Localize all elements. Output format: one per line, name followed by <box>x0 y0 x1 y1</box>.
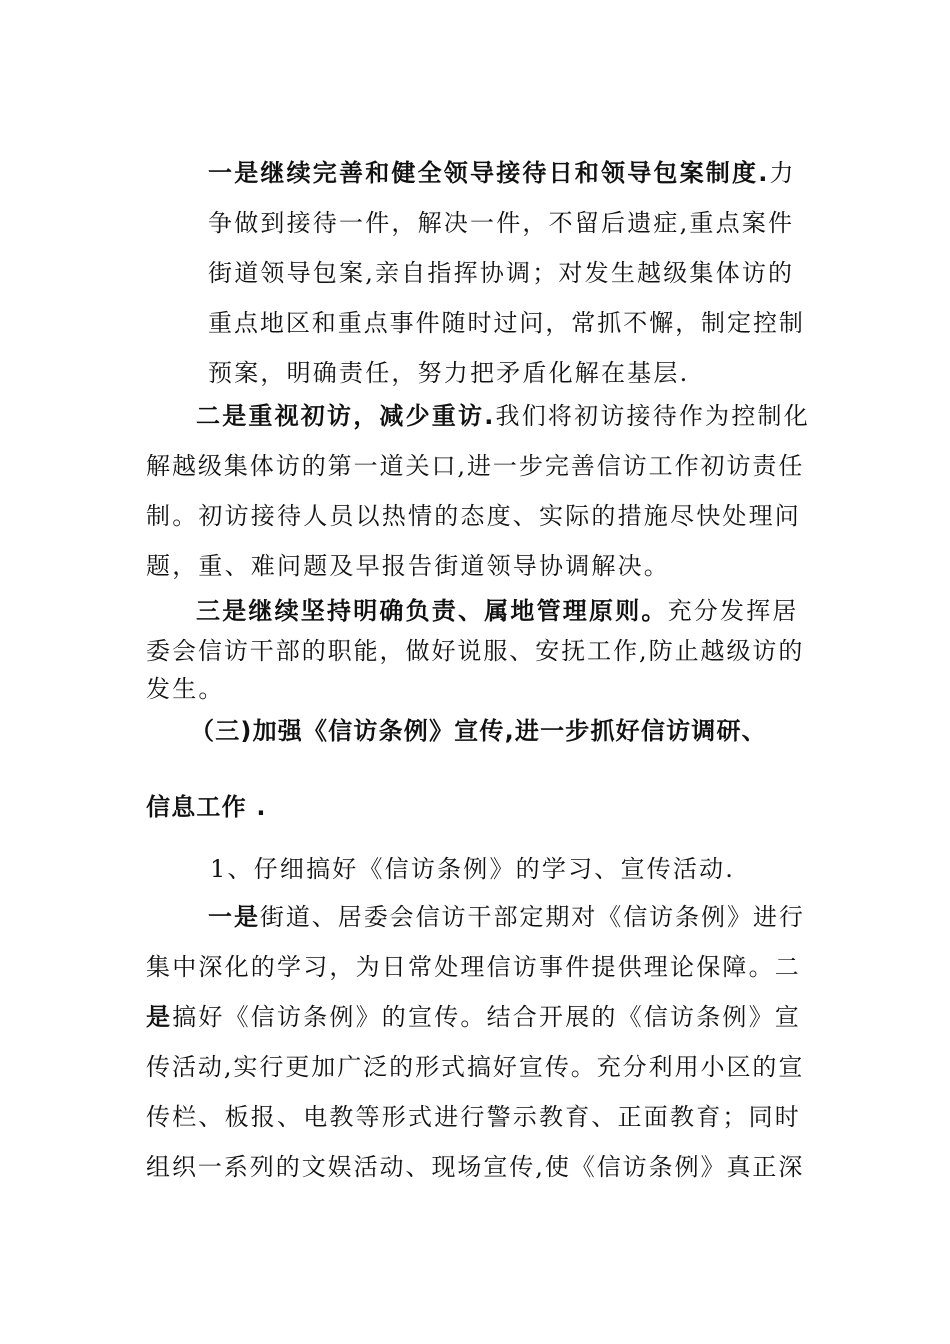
para1-line-1 <box>208 158 796 188</box>
para1-line-1-rest: 力 <box>769 159 796 187</box>
para4-line-2: 集中深化的学习，为日常处理信访事件提供理论保障。二 <box>146 953 801 981</box>
para4-line-4: 传活动,实行更加广泛的形式搞好宣传。充分利用小区的宣 <box>146 1053 805 1081</box>
para4-line-1-rest: 街道、居委会信访干部定期对《信访条例》进行 <box>259 903 805 931</box>
section-heading-3-line-2: 信息工作 . <box>146 793 267 821</box>
para1-line-2: 争做到接待一件，解决一件，不留后遗症,重点案件 <box>208 209 795 237</box>
para3-line-3: 发生。 <box>146 675 225 703</box>
para4-lead-bold: 一是 <box>208 903 260 931</box>
para4-line-3-rest: 搞好《信访条例》的宣传。结合开展的《信访条例》宣 <box>172 1003 802 1031</box>
para1-line-3: 街道领导包案,亲自指挥协调；对发生越级集体访的 <box>208 259 795 287</box>
para1-lead-bold: 一是继续完善和健全领导接待日和领导包案制度. <box>208 159 770 187</box>
item-1-line: 1、仔细搞好《信访条例》的学习、宣传活动. <box>210 855 736 883</box>
para4-line-1 <box>208 902 805 932</box>
para1-line-4: 重点地区和重点事件随时过问，常抓不懈，制定控制 <box>208 309 805 337</box>
para2-line-1-rest: 我们将初访接待作为控制化 <box>495 402 810 430</box>
section-heading-3-line-1: （三)加强《信访条例》宣传,进一步抓好信访调研、 <box>190 717 767 745</box>
para3-line-2: 委会信访干部的职能，做好说服、安抚工作,防止越级访的 <box>146 637 805 665</box>
para3-line-1-rest: 充分发挥居 <box>667 597 799 625</box>
para1-line-5: 预案，明确责任，努力把矛盾化解在基层. <box>208 359 690 387</box>
para2-line-1 <box>196 401 810 431</box>
para4-line-6: 组织一系列的文娱活动、现场宣传,使《信访条例》真正深 <box>146 1153 805 1181</box>
para4-line-3-bold: 是 <box>146 1003 173 1031</box>
para2-line-3: 制。初访接待人员以热情的态度、实际的措施尽快处理问 <box>146 502 801 530</box>
para4-line-3 <box>146 1002 801 1032</box>
para3-line-1 <box>196 596 799 626</box>
para4-line-5: 传栏、板报、电教等形式进行警示教育、正面教育；同时 <box>146 1103 801 1131</box>
para2-lead-bold: 二是重视初访，减少重访. <box>196 402 496 430</box>
para3-lead-bold: 三是继续坚持明确负责、属地管理原则。 <box>196 597 668 625</box>
para2-line-2: 解越级集体访的第一道关口,进一步完善信访工作初访责任 <box>146 452 805 480</box>
para2-line-4: 题，重、难问题及早报告街道领导协调解决。 <box>146 552 670 580</box>
